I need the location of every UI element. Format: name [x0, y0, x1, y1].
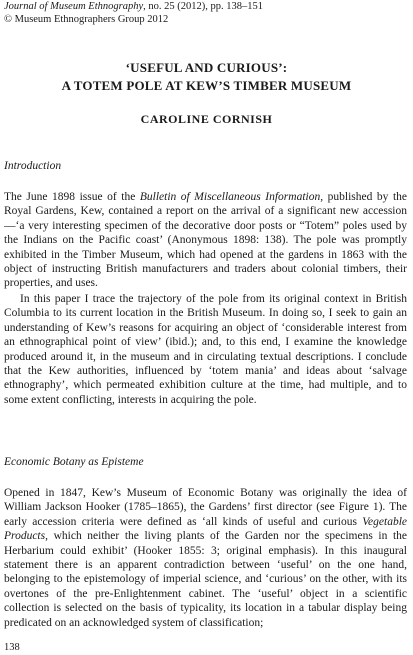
journal-name: Journal of Museum Ethnography [4, 1, 144, 12]
title-line-2: A TOTEM POLE AT KEW’S TIMBER MUSEUM [61, 78, 352, 93]
journal-details: , no. 25 (2012), pp. 138–151 [143, 1, 263, 12]
section-heading-economic-botany: Economic Botany as Episteme [4, 456, 144, 468]
page-number: 138 [4, 642, 20, 653]
article-title [0, 59, 413, 95]
economic-botany-paragraph-1: Opened in 1847, Kew’s Museum of Economic Botany was originally the idea of William Jackson Hooker (1785–1865), the Gardens’ first director (see Figure 1). The early accession criteria were defined as ‘all kinds of useful and curious Vegetable Products, which neither the living plants of the Garden nor the specimens in the Herbarium could exhibit’ (Hooker 1855: 3; original emphasis). In this inaugural statement there is an apparent contradiction between ‘useful’ on the one hand, belonging to the epistemology of imperial science, and ‘curious’ on the other, with its overtones of the pre-Enlightenment cabinet. The ‘useful’ object in a scientific collection is selected on the basis of typicality, its location in a tabular display being predicated on an acknowledged system of classification; [4, 487, 407, 629]
vegetable-products-term: Vegetable Products [4, 515, 407, 543]
author-name: CAROLINE CORNISH [140, 112, 273, 126]
copyright-line: © Museum Ethnographers Group 2012 [4, 14, 169, 25]
intro-paragraph-1: The June 1898 issue of the Bulletin of Miscellaneous Information, published by the Royal Gardens, Kew, contained a report on the arrival of a significant new accession—‘a very interesting specimen of the decorative door posts or “Totem” poles used by the Indians on the Pacific coast’ (Anonymous 1898: 138). The pole was promptly exhibited in the Timber Museum, which had opened at the gardens in 1863 with the object of instructing British manufacturers and traders about colonial timbers, their properties, and uses. [4, 191, 407, 290]
section-heading-introduction: Introduction [4, 160, 62, 172]
title-line-1: ‘USEFUL AND CURIOUS’: [125, 60, 288, 75]
journal-citation [4, 0, 263, 13]
journal-header [4, 0, 263, 26]
bulletin-title: Bulletin of Miscellaneous Information [139, 191, 321, 203]
intro-paragraph-2: In this paper I trace the trajectory of the pole from its original context in British Columbia to its current location in the British Museum. In doing so, I seek to gain an understanding of Kew’s reasons for acquiring an object of ‘considerable interest from an ethnographical point of view’ (ibid.); and, to this end, I examine the knowledge produced around it, in the museum and in circulating textual descriptions. I conclude that the Kew authorities, influenced by ‘totem mania’ and ideas about ‘salvage ethnography’, which permeated exhibition culture at the time, had multiple, and to some extent conflicting, interests in acquiring the pole. [4, 293, 407, 406]
